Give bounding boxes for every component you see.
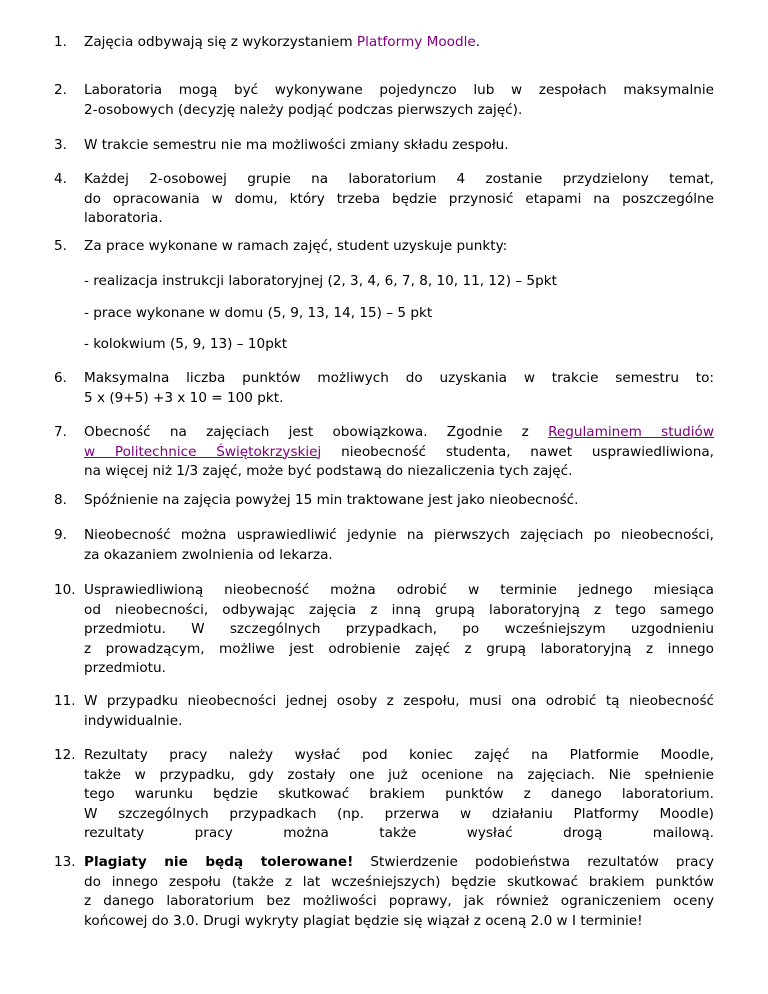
item-text: Spóźnienie na zajęcia powyżej 15 min traktowane jest jako nieobecność. bbox=[84, 492, 579, 508]
list-item bbox=[54, 526, 714, 565]
list-item bbox=[54, 692, 714, 731]
item-line: Rezultaty pracy należy wysłać pod koniec zajęć na Platformie Moodle, bbox=[84, 747, 714, 763]
item-number: 8. bbox=[54, 492, 67, 508]
item-text: nieobecność studenta, nawet usprawiedliwiona, bbox=[321, 443, 715, 460]
item-line: rezultaty pracy można także wysłać drogą mailową. bbox=[84, 825, 714, 841]
item-text-end: . bbox=[475, 34, 481, 50]
item-line: do innego zespołu (także z lat wcześniejszych) będzie skutkować brakiem punktów bbox=[84, 873, 714, 890]
item-line: na więcej niż 1/3 zajęć, może być podstawą do niezaliczenia tych zajęć. bbox=[84, 463, 573, 479]
item-line: do opracowania w domu, który trzeba będzie przynosić etapami na poszczególne bbox=[84, 190, 714, 207]
item-text: W trakcie semestru nie ma możliwości zmiany składu zespołu. bbox=[84, 137, 509, 153]
item-line: 5 x (9+5) +3 x 10 = 100 pkt. bbox=[84, 389, 284, 406]
item-number: 5. bbox=[54, 238, 67, 254]
item-number: 7. bbox=[54, 424, 67, 440]
list-item bbox=[54, 237, 714, 257]
item-number: 1. bbox=[54, 34, 67, 50]
item-number: 4. bbox=[54, 171, 67, 187]
item-text: Stwierdzenie podobieństwa rezultatów pracy bbox=[353, 854, 715, 870]
list-item bbox=[54, 581, 714, 679]
item-number: 9. bbox=[54, 527, 67, 543]
item-line bbox=[84, 443, 714, 463]
item-number: 11. bbox=[54, 693, 76, 709]
item-line: Usprawiedliwioną nieobecność można odrobić w terminie jednego miesiąca bbox=[84, 582, 714, 598]
item-number: 10. bbox=[54, 582, 76, 598]
item-line: Każdej 2-osobowej grupie na laboratorium 4 zostanie przydzielony temat, bbox=[84, 171, 714, 187]
moodle-platform-link[interactable]: Platformy Moodle bbox=[356, 34, 476, 50]
list-item bbox=[54, 170, 714, 229]
item-line: tego warunku będzie skutkować brakiem punktów z danego laboratorium. bbox=[84, 786, 714, 802]
list-item bbox=[54, 136, 714, 156]
item-line: W przypadku nieobecności jednej osoby z zespołu, musi ona odrobić tą nieobecność bbox=[84, 693, 714, 709]
regulations-link[interactable]: Regulaminem studiów bbox=[548, 424, 714, 440]
item-line: indywidualnie. bbox=[84, 712, 183, 729]
list-item bbox=[54, 853, 714, 931]
item-line: za okazaniem zwolnienia od lekarza. bbox=[84, 546, 333, 563]
item-line: przedmiotu. bbox=[84, 660, 166, 676]
points-line-home: - prace wykonane w domu (5, 9, 13, 14, 15) – 5 pkt bbox=[84, 305, 433, 321]
item-line: W szczególnych przypadkach (np. przerwa w działaniu Platformy Moodle) bbox=[84, 805, 714, 822]
item-line: 2-osobowych (decyzję należy podjąć podczas pierwszych zajęć). bbox=[84, 101, 523, 118]
item-line: z danego laboratorium bez możliwości poprawy, jak również ograniczeniem oceny bbox=[84, 893, 714, 909]
item-text: Za prace wykonane w ramach zajęć, student uzyskuje punkty: bbox=[84, 238, 508, 254]
item-number: 13. bbox=[54, 854, 76, 870]
list-item bbox=[54, 746, 714, 844]
item-line: laboratoria. bbox=[84, 210, 163, 226]
list-item bbox=[54, 33, 714, 53]
item-line: Maksymalna liczba punktów możliwych do uzyskania w trakcie semestru to: bbox=[84, 370, 714, 386]
item-line: Nieobecność można usprawiedliwić jedynie na pierwszych zajęciach po nieobecności, bbox=[84, 527, 714, 543]
item-line: przedmiotu. W szczególnych przypadkach, po wcześniejszym uzgodnieniu bbox=[84, 621, 714, 637]
item-text: Obecność na zajęciach jest obowiązkowa. Zgodnie z bbox=[84, 424, 549, 440]
points-line-lab: - realizacja instrukcji laboratoryjnej (2, 3, 4, 6, 7, 8, 10, 11, 12) – 5pkt bbox=[84, 273, 557, 289]
item-number: 6. bbox=[54, 370, 67, 386]
item-number: 2. bbox=[54, 82, 67, 98]
list-item bbox=[54, 491, 714, 511]
list-item bbox=[54, 81, 714, 120]
list-item bbox=[54, 369, 714, 408]
plagiarism-warning: Plagiaty nie będą tolerowane! bbox=[84, 854, 354, 870]
regulations-link-cont[interactable]: w Politechnice Świętokrzyskiej bbox=[84, 443, 322, 460]
item-line: końcowej do 3.0. Drugi wykryty plagiat będzie się wiązał z oceną 2.0 w I terminie! bbox=[84, 912, 643, 929]
list-item bbox=[54, 423, 714, 482]
item-number: 3. bbox=[54, 137, 67, 153]
item-line bbox=[84, 423, 714, 443]
item-text: Zajęcia odbywają się z wykorzystaniem bbox=[84, 34, 357, 50]
item-line: Laboratoria mogą być wykonywane pojedynczo lub w zespołach maksymalnie bbox=[84, 82, 714, 98]
item-line: od nieobecności, odbywając zajęcia z inną grupą laboratoryjną z tego samego bbox=[84, 601, 714, 618]
item-line: z prowadzącym, możliwe jest odrobienie zajęć z grupą laboratoryjną z innego bbox=[84, 640, 714, 657]
item-number: 12. bbox=[54, 747, 76, 763]
points-line-colloquium: - kolokwium (5, 9, 13) – 10pkt bbox=[84, 336, 288, 352]
item-line bbox=[84, 853, 714, 873]
item-line: także w przypadku, gdy zostały one już ocenione na zajęciach. Nie spełnienie bbox=[84, 766, 714, 783]
